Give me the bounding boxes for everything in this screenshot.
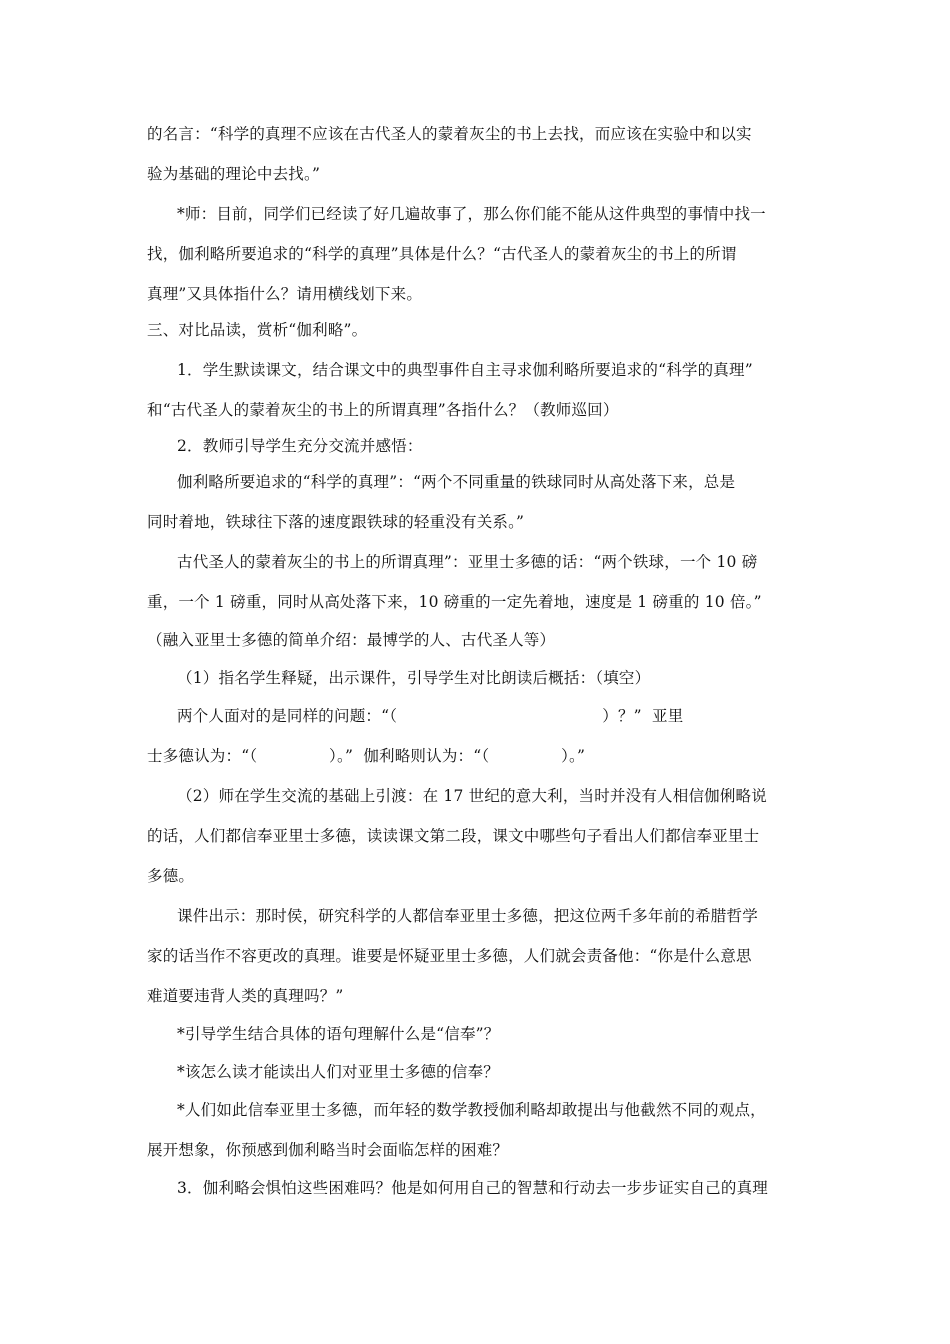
text-line: *引导学生结合具体的语句理解什么是“信奉”？: [177, 1025, 500, 1043]
text-line: 家的话当作不容更改的真理。谁要是怀疑亚里士多德，人们就会责备他：“你是什么意思: [147, 947, 752, 965]
text-line: 多德。: [147, 867, 195, 885]
text-line: （1）指名学生释疑，出示课件，引导学生对比朗读后概括：（填空）: [177, 669, 651, 687]
text-line: 难道要违背人类的真理吗？”: [147, 987, 344, 1005]
fill-in-line: 两个人面对的是同样的问题：“（ ）？” 亚里: [177, 707, 684, 725]
text-line: 的话，人们都信奉亚里士多德，读读课文第二段，课文中哪些句子看出人们都信奉亚里士: [147, 827, 760, 845]
text-line: 3．伽利略会惧怕这些困难吗？他是如何用自己的智慧和行动去一步步证实自己的真理: [177, 1179, 768, 1197]
text-line: 伽利略所要追求的“科学的真理”：“两个不同重量的铁球同时从高处落下来，总是: [177, 473, 736, 491]
text-line: （融入亚里士多德的简单介绍：最博学的人、古代圣人等）: [147, 631, 556, 649]
text-line: 的名言：“科学的真理不应该在古代圣人的蒙着灰尘的书上去找，而应该在实验中和以实: [147, 125, 752, 143]
text-line: 课件出示：那时侯，研究科学的人都信奉亚里士多德，把这位两千多年前的希腊哲学: [177, 907, 758, 925]
section-heading: 三、对比品读，赏析“伽利略”。: [147, 321, 368, 339]
fill-in-line: 士多德认为：“（ ）。” 伽利略则认为：“（ ）。”: [147, 747, 586, 765]
text-line: 古代圣人的蒙着灰尘的书上的所谓真理”：亚里士多德的话：“两个铁球，一个 10 磅: [177, 553, 758, 571]
text-line: 同时着地，铁球往下落的速度跟铁球的轻重没有关系。”: [147, 513, 525, 531]
text-line: *该怎么读才能读出人们对亚里士多德的信奉？: [177, 1063, 499, 1081]
text-line: 真理”又具体指什么？请用横线划下来。: [147, 285, 423, 303]
text-line: *人们如此信奉亚里士多德，而年轻的数学教授伽利略却敢提出与他截然不同的观点，: [177, 1101, 766, 1119]
text-line: 和“古代圣人的蒙着灰尘的书上的所谓真理”各指什么？（教师巡回）: [147, 401, 619, 419]
text-line: 找，伽利略所要追求的“科学的真理”具体是什么？“古代圣人的蒙着灰尘的书上的所谓: [147, 245, 737, 263]
text-line: 2．教师引导学生充分交流并感悟：: [177, 437, 423, 455]
text-line: *师：目前，同学们已经读了好几遍故事了，那么你们能不能从这件典型的事情中找一: [177, 205, 766, 223]
text-line: 1．学生默读课文，结合课文中的典型事件自主寻求伽利略所要追求的“科学的真理”: [177, 361, 753, 379]
text-line: 重，一个 1 磅重，同时从高处落下来，10 磅重的一定先着地，速度是 1 磅重的 10 倍。”: [147, 593, 762, 611]
text-line: 验为基础的理论中去找。”: [147, 165, 321, 183]
text-line: （2）师在学生交流的基础上引渡：在 17 世纪的意大利，当时并没有人相信伽俐略说: [177, 787, 767, 805]
text-line: 展开想象，你预感到伽利略当时会面临怎样的困难？: [147, 1141, 509, 1159]
